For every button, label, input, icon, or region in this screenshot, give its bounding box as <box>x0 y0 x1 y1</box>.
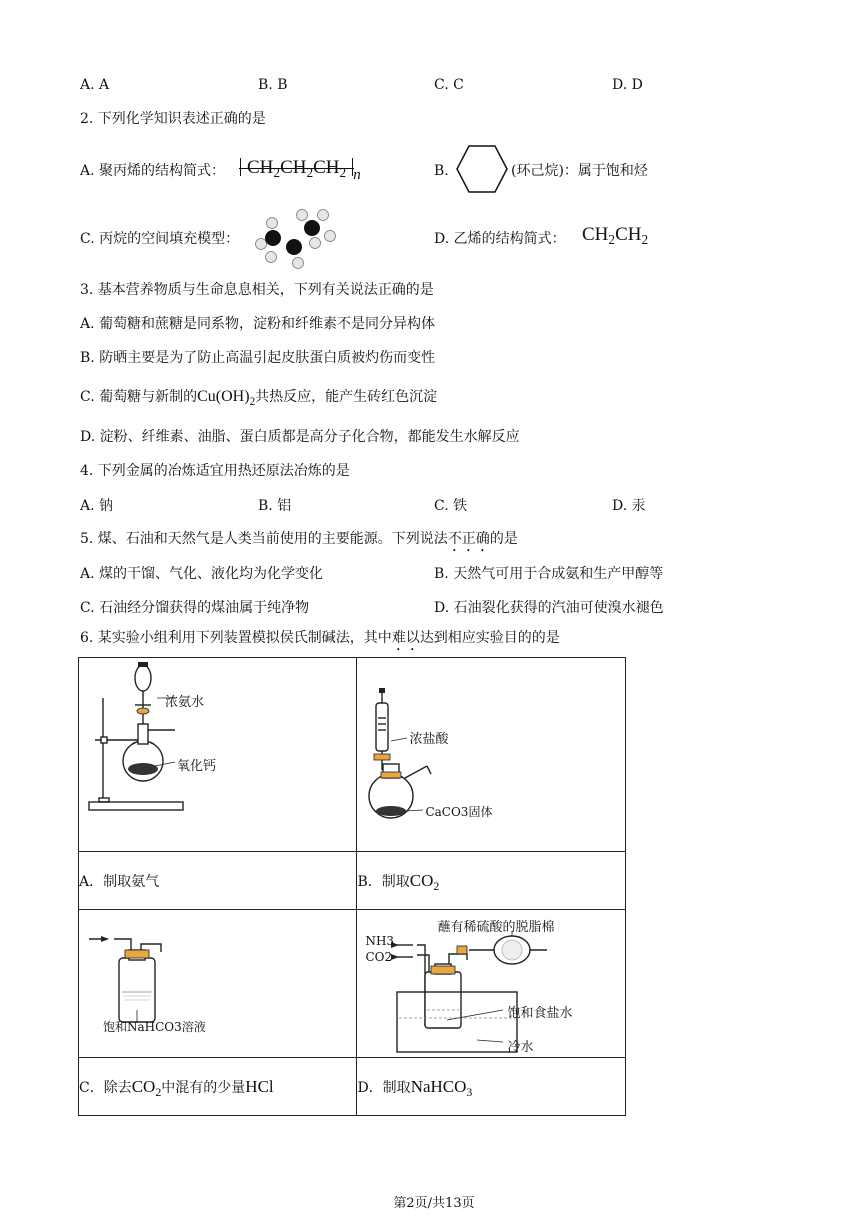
caption-c-hcl: HCl <box>245 1076 274 1096</box>
q5-stem-post: 的是 <box>489 531 518 547</box>
apparatus-d-cell <box>357 910 626 1058</box>
bracket-right <box>346 158 353 176</box>
label-cotton-with-dilute-h2so4: 蘸有稀硫酸的脱脂棉 <box>437 920 555 935</box>
q6-stem-post: 达到相应实验目的的是 <box>419 630 560 646</box>
q6-stem-pre: 6. 某实验小组利用下列装置模拟侯氏制碱法，其中 <box>80 630 392 646</box>
q4-option-b: B. 铝 <box>258 498 292 514</box>
q4-stem: 4. 下列金属的冶炼适宜用热还原法冶炼的是 <box>80 463 350 479</box>
q4-option-c: C. 铁 <box>434 498 468 514</box>
cyclohexane-icon <box>455 143 509 195</box>
q2-option-d-label: D. 乙烯的结构简式： <box>434 231 566 247</box>
label-cold-water: 冷水 <box>507 1040 534 1055</box>
q5-option-d: D. 石油裂化获得的汽油可使溴水褪色 <box>434 600 664 616</box>
q3-option-b: B. 防晒主要是为了防止高温引起皮肤蛋白质被灼伤而变性 <box>80 350 436 366</box>
q3-stem: 3. 基本营养物质与生命息息相关，下列有关说法正确的是 <box>80 282 434 298</box>
propane-space-filling-model-icon <box>252 206 338 270</box>
caption-b <box>357 852 626 910</box>
q1-option-c: C. C <box>434 77 464 93</box>
ethylene-formula: $CH_2CH_2$ <box>582 224 649 247</box>
q5-option-a: A. 煤的干馏、气化、液化均为化学变化 <box>80 566 324 582</box>
q2-option-b-label: B. <box>434 163 449 179</box>
caption-c <box>79 1058 357 1116</box>
label-saturated-nahco3: 饱和NaHCO3溶液 <box>103 1020 206 1034</box>
apparatus-table <box>78 657 626 1116</box>
q2-stem: 2. 下列化学知识表述正确的是 <box>80 111 266 127</box>
apparatus-c-cell <box>79 910 357 1058</box>
q5-option-c: C. 石油经分馏获得的煤油属于纯净物 <box>80 600 310 616</box>
label-caco3-solid: CaCO3固体 <box>425 805 493 819</box>
copper-hydroxide-formula: $Cu(OH)_2$ <box>197 388 256 408</box>
q1-option-b: B. B <box>258 77 288 93</box>
formula-with-bond: $CH_2CH_2CH_2$ <box>247 157 346 179</box>
q5-option-b: B. 天然气可用于合成氨和生产甲醇等 <box>434 566 664 582</box>
q2-option-a <box>80 162 225 180</box>
q6-stem-emphasis: 难以 <box>391 630 420 646</box>
apparatus-b-cell <box>357 658 626 852</box>
q3-option-c <box>80 388 437 406</box>
q3-option-a: A. 葡萄糖和蔗糖是同系物，淀粉和纤维素不是同分异构体 <box>80 316 436 332</box>
q2-option-c-label: C. 丙烷的空间填充模型： <box>80 231 240 247</box>
label-nh3: NH3 <box>365 934 395 948</box>
caption-a <box>79 852 357 910</box>
caption-c-mid: 中混有的少量 <box>161 1079 246 1096</box>
bond-line <box>239 168 354 169</box>
q4-option-d: D. 汞 <box>612 498 646 514</box>
q3-option-d: D. 淀粉、纤维素、油脂、蛋白质都是高分子化合物，都能发生水解反应 <box>80 429 520 445</box>
q1-option-a: A. A <box>80 77 110 93</box>
ammonia-generator-icon <box>79 658 357 851</box>
caption-b-pre: B．制取 <box>357 873 410 890</box>
caption-c-co2: $CO_2$ <box>131 1076 162 1099</box>
q6-stem <box>80 629 560 654</box>
q4-option-a: A. 钠 <box>80 498 114 514</box>
q3-option-c-post: 共热反应，能产生砖红色沉淀 <box>255 389 438 405</box>
label-saturated-brine: 饱和食盐水 <box>507 1006 573 1021</box>
q3-option-c-pre: C. 葡萄糖与新制的 <box>80 389 198 405</box>
label-co2: CO2 <box>365 950 393 964</box>
caption-b-co2: $CO_2$ <box>409 870 440 893</box>
label-conc-ammonia: 浓氨水 <box>165 695 205 710</box>
apparatus-a-cell <box>79 658 357 852</box>
polypropylene-formula <box>240 155 361 184</box>
q5-stem-emphasis: 不正确 <box>447 531 490 547</box>
q2-option-b-text: (环己烷)：属于饱和烃 <box>511 163 648 179</box>
page-footer: 第2页/共13页 <box>393 1196 475 1211</box>
caption-d <box>357 1058 626 1116</box>
caption-d-nahco3: NaHCO$_3$ <box>410 1076 473 1099</box>
co2-generator-icon <box>357 658 625 851</box>
label-calcium-oxide: 氧化钙 <box>177 759 217 774</box>
q2-option-a-label: A. 聚丙烯的结构简式： <box>80 163 226 179</box>
subscript-n: n <box>353 167 361 183</box>
caption-c-pre: C．除去 <box>79 1079 132 1096</box>
caption-d-pre: D．制取 <box>357 1079 411 1096</box>
caption-a-text: A．制取氨气 <box>79 873 160 890</box>
label-conc-hydrochloric-acid: 浓盐酸 <box>409 732 449 747</box>
q5-stem <box>80 530 518 555</box>
q1-option-d: D. D <box>612 77 643 93</box>
bracket-left <box>240 158 247 176</box>
q5-stem-pre: 5. 煤、石油和天然气是人类当前使用的主要能源。下列说法 <box>80 531 448 547</box>
